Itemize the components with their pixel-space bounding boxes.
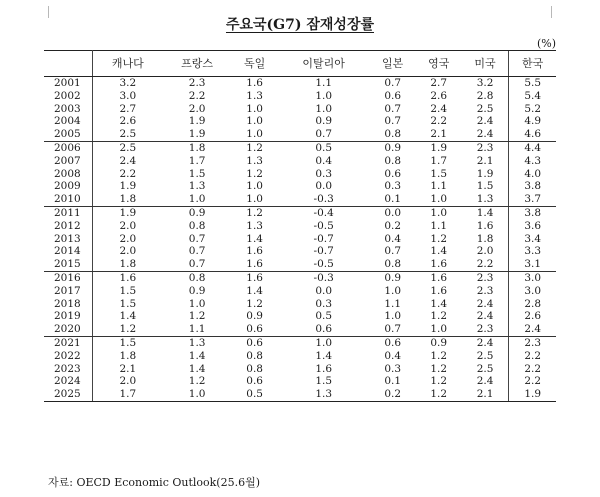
value-cell: 1.1: [430, 219, 448, 232]
value-cell: 2.6: [430, 89, 448, 102]
value-cell: 2.8: [476, 89, 494, 102]
value-cell: 1.0: [315, 336, 333, 349]
value-cell: 0.7: [188, 245, 206, 258]
value-cell: 0.9: [430, 336, 448, 349]
table-row: [44, 77, 556, 90]
value-cell: 1.2: [188, 310, 206, 323]
header-cell-year: [44, 51, 93, 77]
value-cell: 1.0: [163, 193, 232, 206]
table-row: [44, 141, 556, 154]
value-cell: 0.3: [315, 167, 333, 180]
year-cell: 2017: [44, 285, 93, 298]
table-row: [44, 388, 556, 401]
value-cell: 2.2: [430, 115, 448, 128]
value-cell: 2.2: [188, 89, 206, 102]
table-body: [44, 77, 556, 402]
value-cell: 1.9: [188, 115, 206, 128]
table-row: [44, 323, 556, 336]
value-cell: 0.6: [232, 323, 278, 336]
value-cell: 1.9: [476, 167, 494, 180]
value-cell: 1.7: [430, 154, 448, 167]
value-cell: 0.8: [188, 271, 206, 284]
value-cell: 1.3: [246, 154, 263, 167]
value-cell: 1.2: [246, 167, 263, 180]
value-cell: 1.8: [93, 258, 163, 271]
value-cell: 0.9: [246, 310, 263, 323]
year-cell: 2015: [44, 258, 93, 271]
year-cell: 2002: [44, 90, 93, 103]
value-cell: 3.6: [509, 220, 556, 233]
value-cell: 1.7: [188, 154, 206, 167]
header-cell-uk: 영국: [416, 51, 462, 77]
value-cell: -0.7: [313, 245, 334, 258]
value-cell: 1.6: [246, 77, 263, 89]
value-cell: 1.0: [163, 388, 232, 401]
value-cell: 0.7: [278, 128, 370, 141]
value-cell: 1.1: [163, 323, 232, 336]
value-cell: 4.4: [509, 141, 556, 154]
value-cell: 1.2: [416, 388, 462, 401]
value-cell: 1.2: [246, 297, 263, 310]
value-cell: 3.4: [509, 233, 556, 246]
year-cell: 2021: [44, 336, 93, 349]
value-cell: 3.7: [509, 193, 556, 206]
value-cell: 3.0: [509, 285, 556, 298]
value-cell: 1.6: [476, 219, 494, 232]
table-row: [44, 350, 556, 363]
value-cell: 2.5: [476, 362, 494, 375]
year-cell: 2019: [44, 310, 93, 323]
year-cell: 2006: [44, 141, 93, 154]
value-cell: 1.0: [384, 284, 402, 297]
year-cell: 2016: [44, 271, 93, 284]
value-cell: 0.7: [384, 77, 402, 89]
value-cell: 1.5: [315, 375, 333, 388]
value-cell: 0.6: [384, 167, 402, 180]
value-cell: 2.4: [476, 297, 494, 310]
value-cell: 1.6: [119, 271, 137, 284]
value-cell: 2.1: [462, 388, 509, 401]
year-cell: 2008: [44, 168, 93, 181]
value-cell: 1.2: [430, 232, 448, 245]
value-cell: 1.8: [188, 141, 206, 154]
value-cell: 1.0: [246, 115, 263, 128]
value-cell: 1.1: [315, 77, 333, 89]
value-cell: 2.2: [462, 258, 509, 271]
value-cell: 1.2: [430, 362, 448, 375]
year-cell: 2005: [44, 128, 93, 141]
value-cell: 1.1: [384, 297, 402, 310]
table-row: [44, 233, 556, 246]
value-cell: 0.0: [315, 284, 333, 297]
value-cell: 0.9: [384, 271, 402, 284]
table-title: 주요국(G7) 잠재성장률: [225, 17, 374, 33]
value-cell: 1.6: [430, 271, 448, 284]
value-cell: 3.8: [509, 206, 556, 219]
value-cell: 2.4: [476, 375, 494, 388]
value-cell: 2.2: [119, 167, 137, 180]
value-cell: 0.0: [315, 180, 333, 193]
value-cell: 2.4: [476, 115, 494, 128]
year-cell: 2020: [44, 323, 93, 336]
table-row: [44, 168, 556, 181]
value-cell: -0.5: [313, 219, 334, 232]
value-cell: 0.5: [315, 310, 333, 323]
value-cell: 1.4: [188, 362, 206, 375]
value-cell: 0.2: [384, 219, 402, 232]
value-cell: 3.2: [119, 77, 137, 89]
value-cell: 2.0: [119, 219, 137, 232]
value-cell: 3.2: [476, 77, 494, 89]
value-cell: 1.4: [476, 206, 494, 219]
value-cell: -0.4: [313, 206, 334, 219]
value-cell: 0.3: [384, 362, 402, 375]
value-cell: 1.0: [232, 193, 278, 206]
table-row: [44, 258, 556, 271]
value-cell: 2.3: [476, 271, 494, 284]
value-cell: 2.6: [119, 115, 137, 128]
value-cell: 1.5: [476, 180, 494, 193]
value-cell: 1.0: [416, 323, 462, 336]
value-cell: 2.2: [509, 375, 556, 388]
value-cell: 0.6: [246, 336, 263, 349]
value-cell: 0.5: [315, 141, 333, 154]
year-cell: 2003: [44, 103, 93, 116]
value-cell: 4.9: [509, 115, 556, 128]
value-cell: 1.8: [476, 232, 494, 245]
value-cell: 2.5: [476, 349, 494, 362]
value-cell: 0.9: [384, 141, 402, 154]
table-row: [44, 375, 556, 388]
value-cell: 4.6: [509, 128, 556, 141]
value-cell: 2.3: [509, 336, 556, 349]
value-cell: 2.1: [416, 128, 462, 141]
value-cell: 1.9: [119, 180, 137, 193]
value-cell: 0.6: [278, 323, 370, 336]
table-row: [44, 193, 556, 206]
value-cell: 1.3: [188, 336, 206, 349]
value-cell: 0.7: [384, 245, 402, 258]
value-cell: 2.5: [119, 141, 137, 154]
table-row: [44, 220, 556, 233]
value-cell: 2.2: [509, 350, 556, 363]
value-cell: 1.4: [246, 232, 263, 245]
year-cell: 2001: [44, 77, 93, 90]
value-cell: 2.3: [476, 284, 494, 297]
year-cell: 2013: [44, 233, 93, 246]
value-cell: 0.7: [384, 115, 402, 128]
value-cell: 2.5: [93, 128, 163, 141]
value-cell: 2.5: [476, 102, 494, 115]
value-cell: 1.0: [430, 206, 448, 219]
value-cell: 0.2: [370, 388, 416, 401]
year-cell: 2025: [44, 388, 93, 401]
value-cell: 1.4: [430, 245, 448, 258]
table-row: [44, 363, 556, 376]
value-cell: 0.8: [370, 258, 416, 271]
value-cell: 1.6: [315, 362, 333, 375]
value-cell: 2.1: [476, 154, 494, 167]
value-cell: 1.4: [188, 349, 206, 362]
value-cell: 3.0: [119, 89, 137, 102]
value-cell: -0.3: [313, 271, 334, 284]
table-row: [44, 245, 556, 258]
value-cell: 2.3: [476, 141, 494, 154]
growth-table: [44, 50, 556, 402]
value-cell: 0.7: [384, 102, 402, 115]
value-cell: 0.9: [188, 206, 206, 219]
value-cell: 1.8: [93, 193, 163, 206]
value-cell: 1.3: [188, 180, 206, 193]
year-cell: 2012: [44, 220, 93, 233]
value-cell: 2.0: [119, 375, 137, 388]
value-cell: 2.3: [188, 77, 206, 89]
table-row: [44, 336, 556, 349]
value-cell: 2.4: [430, 102, 448, 115]
header-cell-japan: 일본: [370, 51, 416, 77]
value-cell: 3.0: [509, 271, 556, 284]
value-cell: 0.5: [232, 388, 278, 401]
value-cell: 1.5: [119, 284, 137, 297]
value-cell: 1.2: [246, 206, 263, 219]
value-cell: 0.8: [370, 128, 416, 141]
value-cell: 1.0: [315, 102, 333, 115]
value-cell: 5.5: [509, 77, 556, 90]
year-cell: 2004: [44, 115, 93, 128]
value-cell: 1.4: [246, 284, 263, 297]
year-cell: 2023: [44, 363, 93, 376]
value-cell: 1.3: [246, 89, 263, 102]
value-cell: 0.4: [384, 232, 402, 245]
value-cell: 1.0: [246, 180, 263, 193]
value-cell: 1.2: [246, 141, 263, 154]
header-cell-france: 프랑스: [163, 51, 232, 77]
value-cell: 2.0: [188, 102, 206, 115]
source-note: 자료: OECD Economic Outlook(25.6월): [48, 476, 261, 489]
table-row: [44, 115, 556, 128]
table-row: [44, 180, 556, 193]
value-cell: 1.0: [315, 89, 333, 102]
value-cell: 2.4: [476, 336, 494, 349]
unit-label: (%): [536, 37, 556, 50]
value-cell: 1.0: [416, 193, 462, 206]
value-cell: 1.0: [246, 102, 263, 115]
value-cell: 2.0: [119, 232, 137, 245]
year-cell: 2018: [44, 298, 93, 311]
table-row: [44, 206, 556, 219]
value-cell: 2.3: [462, 323, 509, 336]
value-cell: 1.9: [163, 128, 232, 141]
table-row: [44, 271, 556, 284]
value-cell: -0.5: [278, 258, 370, 271]
value-cell: 0.6: [246, 375, 263, 388]
value-cell: 0.7: [370, 323, 416, 336]
value-cell: 0.9: [188, 284, 206, 297]
value-cell: 2.7: [430, 77, 448, 89]
value-cell: 0.4: [315, 154, 333, 167]
value-cell: 1.2: [430, 310, 448, 323]
value-cell: 0.0: [384, 206, 402, 219]
value-cell: 2.4: [476, 310, 494, 323]
table-row: [44, 90, 556, 103]
value-cell: 2.4: [119, 154, 137, 167]
value-cell: 1.8: [119, 349, 137, 362]
value-cell: 1.0: [188, 297, 206, 310]
value-cell: 1.9: [430, 141, 448, 154]
year-cell: 2022: [44, 350, 93, 363]
value-cell: 1.7: [93, 388, 163, 401]
year-cell: 2009: [44, 180, 93, 193]
value-cell: 1.5: [188, 167, 206, 180]
value-cell: 1.3: [278, 388, 370, 401]
value-cell: 0.9: [315, 115, 333, 128]
value-cell: 2.7: [119, 102, 137, 115]
value-cell: -0.7: [313, 232, 334, 245]
value-cell: 3.1: [509, 258, 556, 271]
value-cell: 2.1: [119, 362, 137, 375]
value-cell: 0.3: [315, 297, 333, 310]
table-row: [44, 155, 556, 168]
value-cell: 1.1: [430, 180, 448, 193]
value-cell: 1.4: [119, 310, 137, 323]
value-cell: 0.8: [384, 154, 402, 167]
value-cell: 0.3: [384, 180, 402, 193]
value-cell: 2.4: [509, 323, 556, 336]
value-cell: 1.6: [430, 284, 448, 297]
value-cell: 0.7: [188, 232, 206, 245]
value-cell: 2.8: [509, 298, 556, 311]
value-cell: 1.6: [246, 245, 263, 258]
value-cell: 5.4: [509, 90, 556, 103]
value-cell: 5.2: [509, 103, 556, 116]
year-cell: 2010: [44, 193, 93, 206]
value-cell: 2.4: [462, 128, 509, 141]
value-cell: 0.8: [246, 349, 263, 362]
value-cell: -0.3: [278, 193, 370, 206]
table-row: [44, 285, 556, 298]
header-cell-korea: 한국: [509, 51, 556, 77]
year-cell: 2011: [44, 206, 93, 219]
value-cell: 1.2: [430, 349, 448, 362]
value-cell: 0.4: [384, 349, 402, 362]
value-cell: 1.5: [430, 167, 448, 180]
value-cell: 2.0: [119, 245, 137, 258]
value-cell: 3.8: [509, 180, 556, 193]
value-cell: 0.8: [188, 219, 206, 232]
value-cell: 1.5: [119, 297, 137, 310]
value-cell: 4.0: [509, 168, 556, 181]
value-cell: 1.9: [119, 206, 137, 219]
value-cell: 0.8: [246, 362, 263, 375]
year-cell: 2024: [44, 375, 93, 388]
value-cell: 1.2: [188, 375, 206, 388]
value-cell: 2.2: [509, 363, 556, 376]
value-cell: 0.1: [370, 193, 416, 206]
value-cell: 1.2: [93, 323, 163, 336]
table-row: [44, 103, 556, 116]
value-cell: 1.6: [232, 258, 278, 271]
value-cell: 1.5: [119, 336, 137, 349]
header-cell-germany: 독일: [232, 51, 278, 77]
value-cell: 1.6: [416, 258, 462, 271]
value-cell: 1.2: [430, 375, 448, 388]
value-cell: 1.0: [384, 310, 402, 323]
value-cell: 0.1: [384, 375, 402, 388]
header-cell-canada: 캐나다: [93, 51, 163, 77]
value-cell: 1.0: [232, 128, 278, 141]
table-row: [44, 298, 556, 311]
value-cell: 2.6: [509, 310, 556, 323]
year-cell: 2007: [44, 155, 93, 168]
header-cell-usa: 미국: [462, 51, 509, 77]
header-cell-italy: 이탈리아: [278, 51, 370, 77]
value-cell: 1.6: [246, 271, 263, 284]
value-cell: 1.4: [430, 297, 448, 310]
value-cell: 1.4: [315, 349, 333, 362]
header-row: [44, 51, 556, 77]
value-cell: 0.7: [163, 258, 232, 271]
value-cell: 3.3: [509, 245, 556, 258]
value-cell: 4.3: [509, 155, 556, 168]
value-cell: 0.6: [384, 336, 402, 349]
value-cell: 1.3: [462, 193, 509, 206]
value-cell: 2.0: [476, 245, 494, 258]
table-row: [44, 128, 556, 141]
value-cell: 1.9: [509, 388, 556, 401]
value-cell: 1.3: [246, 219, 263, 232]
year-cell: 2014: [44, 245, 93, 258]
table-row: [44, 310, 556, 323]
value-cell: 0.6: [384, 89, 402, 102]
